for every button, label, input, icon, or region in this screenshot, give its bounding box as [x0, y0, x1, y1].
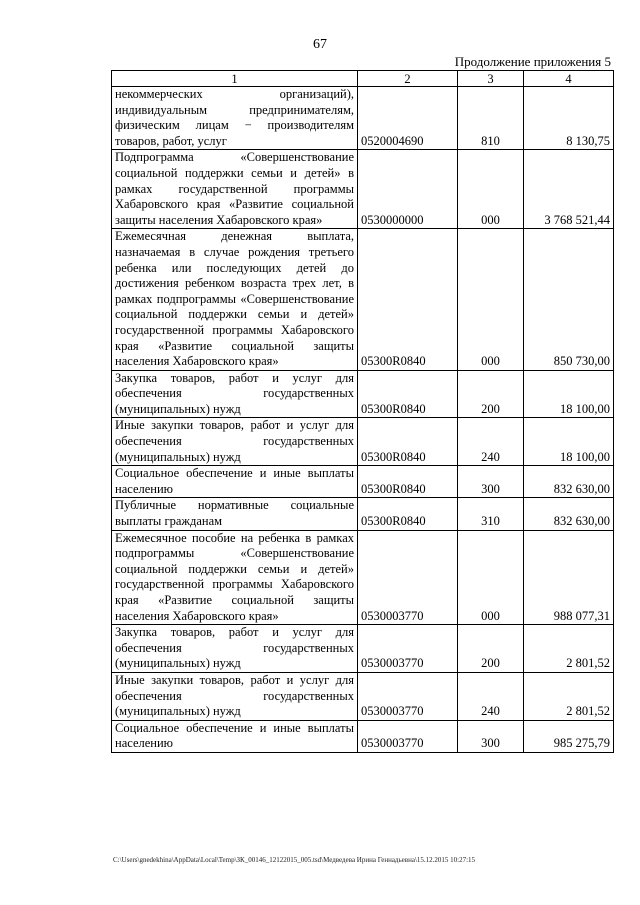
row-sum-cell: 18 100,00 [524, 418, 614, 466]
row-vr-cell: 240 [458, 672, 524, 720]
row-sum-cell: 2 801,52 [524, 625, 614, 673]
row-name-cell: некоммерческих организаций), индивидуальным предпринимателям, физическим лицам − производителям товаров, работ, услуг [112, 87, 358, 150]
table-row [112, 150, 614, 229]
row-sum-cell: 8 130,75 [524, 87, 614, 150]
table-row [112, 229, 614, 370]
row-sum-cell: 832 630,00 [524, 466, 614, 498]
footer-file-path: C:\Users\gnedekhina\AppData\Local\Temp\ЗК_00146_12122015_005.tsd\Медведева Ирина Геннадьевна\15.12.2015 10:27:15 [113, 856, 476, 864]
row-sum-cell: 3 768 521,44 [524, 150, 614, 229]
row-code-cell: 0520004690 [358, 87, 458, 150]
table-row [112, 720, 614, 752]
header-col-4: 4 [524, 71, 614, 87]
table-row [112, 418, 614, 466]
row-vr-cell: 000 [458, 530, 524, 625]
row-sum-cell: 850 730,00 [524, 229, 614, 370]
row-code-cell: 0530003770 [358, 625, 458, 673]
table-row [112, 625, 614, 673]
row-sum-cell: 985 275,79 [524, 720, 614, 752]
row-code-cell: 05300R0840 [358, 418, 458, 466]
budget-table [111, 70, 614, 753]
table-body [112, 87, 614, 753]
header-row [112, 71, 614, 87]
row-name-cell: Закупка товаров, работ и услуг для обеспечения государственных (муниципальных) нужд [112, 625, 358, 673]
row-name-cell: Социальное обеспечение и иные выплаты населению [112, 466, 358, 498]
continuation-label: Продолжение приложения 5 [454, 54, 611, 69]
row-name-cell: Ежемесячное пособие на ребенка в рамках подпрограммы «Совершенствование социальной поддержки семьи и детей» государственной программы Хабаровского края «Развитие социальной защиты населения Хабаровского края» [112, 530, 358, 625]
row-name-cell: Социальное обеспечение и иные выплаты населению [112, 720, 358, 752]
row-code-cell: 05300R0840 [358, 466, 458, 498]
row-code-cell: 05300R0840 [358, 498, 458, 530]
row-vr-cell: 240 [458, 418, 524, 466]
row-name-cell: Публичные нормативные социальные выплаты гражданам [112, 498, 358, 530]
row-vr-cell: 200 [458, 625, 524, 673]
row-vr-cell: 300 [458, 720, 524, 752]
table-row [112, 530, 614, 625]
row-code-cell: 0530003770 [358, 530, 458, 625]
row-vr-cell: 300 [458, 466, 524, 498]
header-col-1: 1 [112, 71, 358, 87]
row-sum-cell: 832 630,00 [524, 498, 614, 530]
header-col-2: 2 [358, 71, 458, 87]
row-sum-cell: 2 801,52 [524, 672, 614, 720]
row-code-cell: 05300R0840 [358, 229, 458, 370]
table-header [112, 71, 614, 87]
table-row [112, 466, 614, 498]
row-name-cell: Ежемесячная денежная выплата, назначаемая в случае рождения третьего ребенка или последующих детей до достижения ребенком возраста трех лет, в рамках подпрограммы «Совершенствование социальной поддержки семьи и детей» государственной программы Хабаровского края «Развитие социальной защиты населения Хабаровского края» [112, 229, 358, 370]
row-code-cell: 0530003770 [358, 720, 458, 752]
row-vr-cell: 000 [458, 150, 524, 229]
page-number: 67 [313, 37, 327, 52]
row-vr-cell: 310 [458, 498, 524, 530]
row-vr-cell: 810 [458, 87, 524, 150]
table-row [112, 672, 614, 720]
row-sum-cell: 18 100,00 [524, 370, 614, 418]
header-col-3: 3 [458, 71, 524, 87]
row-name-cell: Подпрограмма «Совершенствование социальной поддержки семьи и детей» в рамках государственной программы Хабаровского края «Развитие социальной защиты населения Хабаровского края» [112, 150, 358, 229]
table-row [112, 498, 614, 530]
row-code-cell: 0530003770 [358, 672, 458, 720]
row-name-cell: Иные закупки товаров, работ и услуг для обеспечения государственных (муниципальных) нужд [112, 418, 358, 466]
table-row [112, 370, 614, 418]
row-code-cell: 05300R0840 [358, 370, 458, 418]
row-code-cell: 0530000000 [358, 150, 458, 229]
row-name-cell: Иные закупки товаров, работ и услуг для обеспечения государственных (муниципальных) нужд [112, 672, 358, 720]
row-vr-cell: 000 [458, 229, 524, 370]
row-vr-cell: 200 [458, 370, 524, 418]
row-sum-cell: 988 077,31 [524, 530, 614, 625]
table-row [112, 87, 614, 150]
row-name-cell: Закупка товаров, работ и услуг для обеспечения государственных (муниципальных) нужд [112, 370, 358, 418]
